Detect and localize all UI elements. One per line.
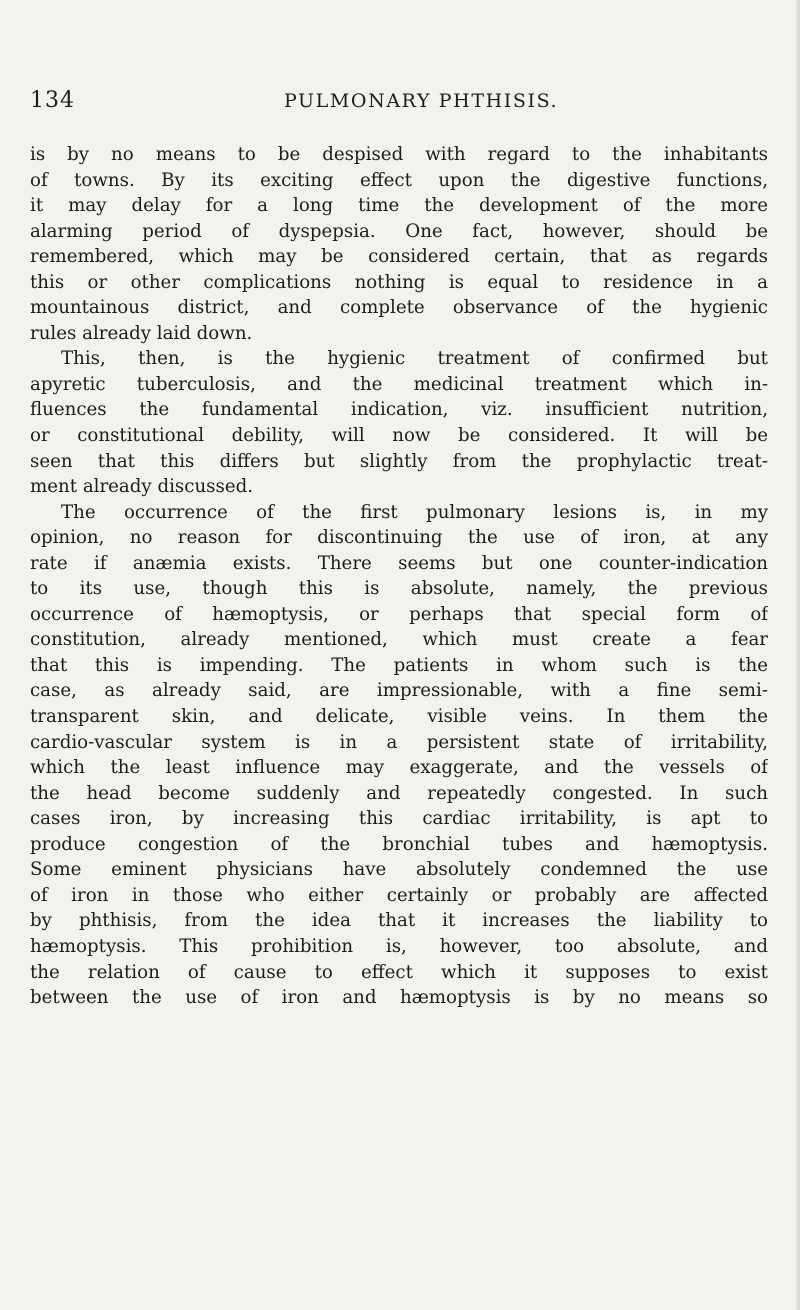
page-edge — [796, 0, 800, 1310]
text-line: it may delay for a long time the development of the more — [30, 195, 768, 217]
text-line: This, then, is the hygienic treatment of confirmed but — [61, 348, 768, 370]
body-text — [30, 142, 768, 1011]
text-line: rules already laid down. — [30, 322, 253, 344]
running-title: PULMONARY PHTHISIS. — [284, 90, 559, 112]
text-line: mountainous district, and complete observance of the hygienic — [30, 297, 768, 319]
text-line: transparent skin, and delicate, visible veins. In them the — [30, 706, 768, 728]
text-line: Some eminent physicians have absolutely condemned the use — [30, 859, 768, 881]
text-line: The occurrence of the first pulmonary lesions is, in my — [61, 501, 768, 523]
text-line: remembered, which may be considered certain, that as regards — [30, 246, 768, 268]
text-line: is by no means to be despised with regard to the inhabitants — [30, 144, 768, 165]
text-line: opinion, no reason for discontinuing the use of iron, at any — [30, 527, 768, 549]
text-line: of iron in those who either certainly or probably are affected — [30, 884, 768, 906]
text-line: seen that this differs but slightly from the prophylactic treat- — [30, 450, 768, 472]
text-line: cardio-vascular system is in a persistent state of irritability, — [30, 731, 768, 753]
text-line: the head become suddenly and repeatedly congested. In such — [30, 782, 768, 804]
text-line: which the least influence may exaggerate, and the vessels of — [30, 757, 768, 779]
text-line: this or other complications nothing is equal to residence in a — [30, 271, 768, 293]
text-line: between the use of iron and hæmoptysis is by no means so — [30, 987, 768, 1009]
text-line: occurrence of hæmoptysis, or perhaps that special form of — [30, 603, 768, 625]
text-line: cases iron, by increasing this cardiac irritability, is apt to — [30, 808, 768, 830]
page-number: 134 — [30, 88, 75, 113]
page-header — [30, 88, 770, 116]
text-line: by phthisis, from the idea that it increases the liability to — [30, 910, 768, 932]
text-line: to its use, though this is absolute, namely, the previous — [30, 578, 768, 600]
text-line: ment already discussed. — [30, 476, 254, 498]
text-line: that this is impending. The patients in whom such is the — [30, 654, 768, 676]
text-line: alarming period of dyspepsia. One fact, however, should be — [30, 220, 768, 242]
text-line: produce congestion of the bronchial tubes and hæmoptysis. — [30, 833, 768, 855]
text-line: rate if anæmia exists. There seems but one counter-indication — [30, 552, 768, 574]
text-line: hæmoptysis. This prohibition is, however, too absolute, and — [30, 935, 768, 957]
text-line: case, as already said, are impressionable, with a fine semi- — [30, 680, 768, 702]
text-line: constitution, already mentioned, which must create a fear — [30, 629, 768, 651]
text-line: the relation of cause to effect which it supposes to exist — [30, 961, 768, 983]
text-line: of towns. By its exciting effect upon the digestive functions, — [30, 169, 768, 191]
text-line: apyretic tuberculosis, and the medicinal treatment which in- — [30, 373, 768, 395]
text-line: fluences the fundamental indication, viz. insufficient nutrition, — [30, 399, 768, 421]
text-line: or constitutional debility, will now be considered. It will be — [30, 425, 768, 447]
